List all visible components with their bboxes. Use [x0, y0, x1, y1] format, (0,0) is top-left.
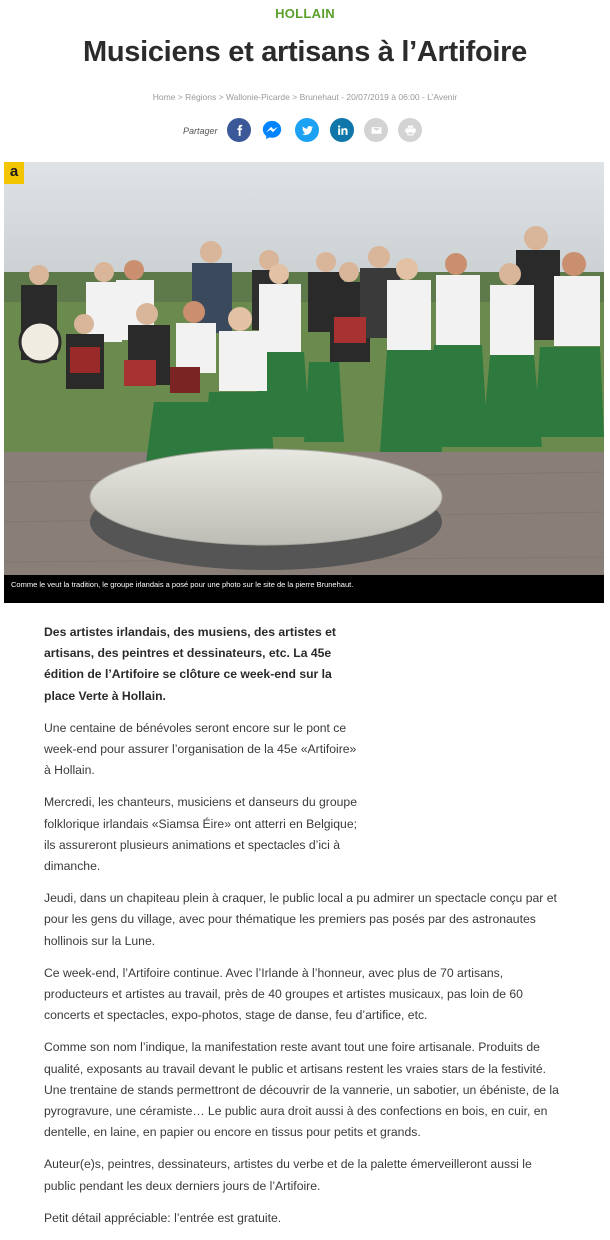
article-body — [44, 622, 564, 1240]
share-label: Partager — [183, 126, 218, 136]
group-photo-image — [4, 162, 604, 603]
article-paragraph: Jeudi, dans un chapiteau plein à craquer, le public local a pu admirer un spectacle conçu par et pour les gens du village, avec pour thématique les premiers pas posés par des astronautes hollinois sur la Lune. — [44, 891, 557, 948]
lavenir-logo: a — [4, 162, 24, 184]
facebook-icon — [233, 124, 246, 137]
article-paragraph: Comme son nom l’indique, la manifestation reste avant tout une foire artisanale. Produits de qualité, exposants au travail devant le public et artisans restent les vraies stars de la festivité. Une trentaine de stands permettront de découvrir de la vannerie, un sabotier, un ébéniste, de la pyrogravure, une céramiste… Le public aura droit aussi à des confections en bois, en cuir, en dentelle, en laine, en papier ou encore en tissus pour petits et grands. — [44, 1040, 559, 1140]
mail-icon — [370, 124, 383, 137]
article-paragraph: Auteur(e)s, peintres, dessinateurs, artistes du verbe et de la palette émerveilleront aussi le public pendant les deux derniers jours de l’Artifoire. — [44, 1157, 532, 1193]
mail-share-button[interactable] — [364, 118, 388, 142]
print-button[interactable] — [398, 118, 422, 142]
article-paragraph: Une centaine de bénévoles seront encore sur le pont ce week-end pour assurer l’organisation de la 45e «Artifoire» à Hollain. — [44, 720, 357, 778]
category-label[interactable]: HOLLAIN — [275, 6, 335, 21]
breadcrumb[interactable]: Home > Régions > Wallonie-Picarde > Brunehaut - 20/07/2019 à 06:00 - L’Avenir — [152, 92, 458, 102]
linkedin-icon — [336, 124, 349, 137]
facebook-share-button[interactable] — [227, 118, 251, 142]
messenger-share-button[interactable] — [260, 118, 284, 142]
article-paragraph: Petit détail appréciable: l’entrée est gratuite. — [44, 1210, 282, 1225]
messenger-icon — [261, 119, 283, 141]
twitter-share-button[interactable] — [295, 118, 319, 142]
article-paragraph: Ce week-end, l’Artifoire continue. Avec l’Irlande à l’honneur, avec plus de 70 artisans, producteurs et artistes au travail, près de 40 groupes et artistes musicaux, pas loin de 60 concerts et spectacles, expo-photos, stage de danse, feu d’artifice, etc. — [44, 965, 523, 1023]
linkedin-share-button[interactable] — [330, 118, 354, 142]
article-photo — [4, 162, 604, 603]
article-title: Musiciens et artisans à l’Artifoire — [83, 36, 527, 68]
share-bar — [0, 118, 610, 144]
photo-caption: Comme le veut la tradition, le groupe irlandais a posé pour une photo sur le site de la pierre Brunehaut. — [4, 575, 604, 603]
twitter-icon — [301, 124, 314, 137]
print-icon — [404, 124, 417, 137]
article-paragraph: Mercredi, les chanteurs, musiciens et danseurs du groupe folklorique irlandais «Siamsa Éire» ont atterri en Belgique; ils assureront plusieurs animations et spectacles d’ici à dimanche. — [44, 795, 357, 874]
article-lead: Des artistes irlandais, des musiens, des artistes et artisans, des peintres et dessinateurs, etc. La 45e édition de l’Artifoire se clôture ce week-end sur la place Verte à Hollain. — [44, 625, 336, 703]
